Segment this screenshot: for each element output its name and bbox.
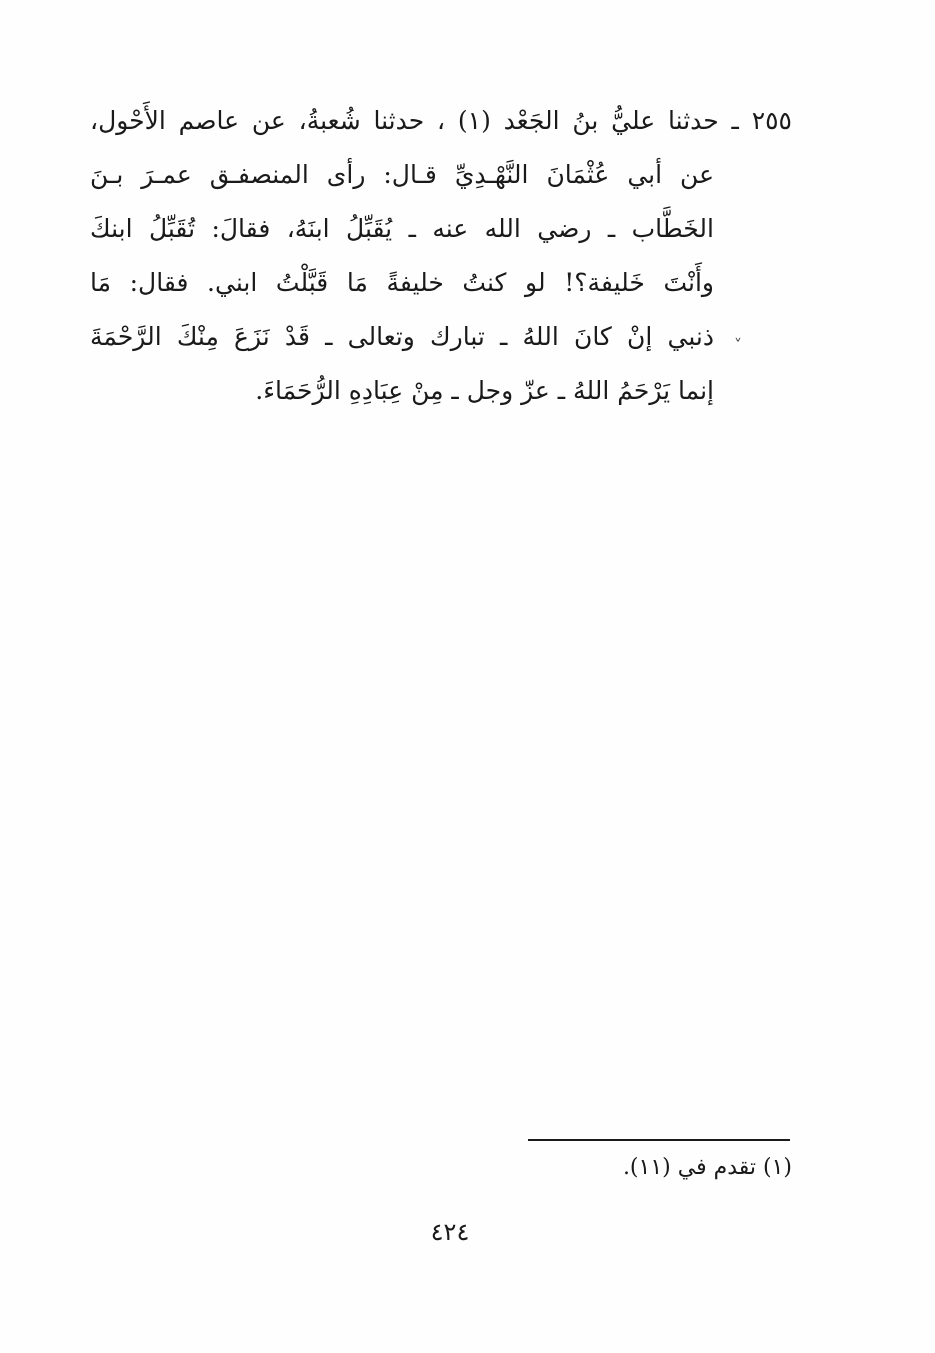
hadith-line-3: الخَطَّاب ـ رضي الله عنه ـ يُقَبِّلُ ابنَهُ، فقالَ: تُقَبِّلُ ابنكَ	[90, 214, 714, 243]
hadith-line-6: إنما يَرْحَمُ اللهُ ـ عزّ وجل ـ مِنْ عِبَادِهِ الرُّحَمَاءَ.	[255, 376, 714, 405]
hadith-text	[90, 94, 792, 418]
ink-speck: ˬ	[734, 322, 742, 341]
hadith-line-1: ٢٥٥ ـ حدثنا عليُّ بنُ الجَعْد (١) ، حدثنا شُعبةُ، عن عاصم الأَحْول،	[90, 106, 792, 135]
hadith-line-4: وأَنْتَ خَليفة؟! لو كنتُ خليفةً مَا قَبَّلْتُ ابني. فقال: مَا	[90, 268, 714, 297]
hadith-line-5: ذنبي إنْ كانَ اللهُ ـ تبارك وتعالى ـ قَدْ نَزَعَ مِنْكَ الرَّحْمَةَ	[90, 322, 714, 351]
footnote-divider	[528, 1139, 790, 1141]
page-number: ٤٢٤	[430, 1218, 470, 1246]
footnote: (١) تقدم في (١١).	[622, 1155, 792, 1180]
hadith-line-2: عن أبي عُثْمَانَ النَّهْـدِيِّ قـال: رأى المنصفـق عمـرَ بـنَ	[90, 160, 714, 189]
